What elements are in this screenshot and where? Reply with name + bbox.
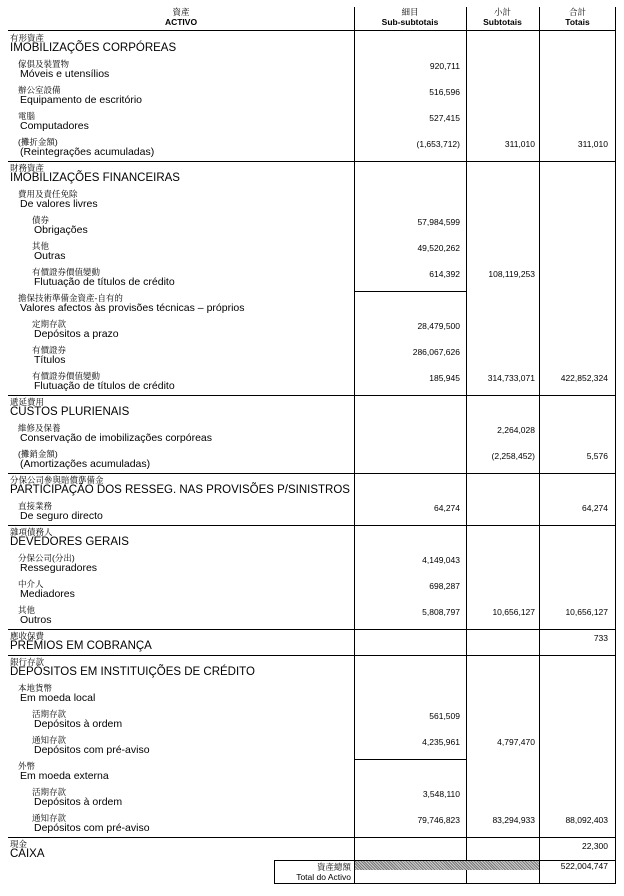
subtotal-value: (2,258,452) bbox=[491, 451, 535, 461]
row-label-pt: DEPÓSITOS EM INSTITUIÇÕES DE CRÉDITO bbox=[10, 666, 255, 678]
row-label-cn: 遞延費用 bbox=[10, 397, 45, 407]
subtotal-value: 83,294,933 bbox=[492, 815, 535, 825]
row-label-pt: PRÉMIOS EM COBRANÇA bbox=[10, 640, 152, 652]
table-row bbox=[8, 318, 616, 344]
table-row bbox=[8, 630, 616, 656]
table-row bbox=[8, 812, 616, 838]
row-label-cn: 費用及責任免除 bbox=[18, 189, 78, 199]
row-label-pt: Flutuação de títulos de crédito bbox=[34, 276, 175, 288]
row-label-cn: 應收保費 bbox=[10, 631, 45, 641]
row-label-pt: CUSTOS PLURIENAIS bbox=[10, 406, 130, 418]
subtotal-value: 2,264,028 bbox=[497, 425, 535, 435]
row-label-pt: Computadores bbox=[20, 120, 89, 132]
sub-subtotal-value: 64,274 bbox=[434, 503, 460, 513]
total-value: 422,852,324 bbox=[560, 373, 608, 383]
sub-subtotal-value: 920,711 bbox=[429, 61, 460, 71]
table-row bbox=[8, 240, 616, 266]
row-label-cn: (攤銷金額) bbox=[18, 449, 58, 459]
sub-subtotal-value: (1,653,712) bbox=[416, 139, 460, 149]
total-value: 5,576 bbox=[586, 451, 608, 461]
table-row bbox=[8, 552, 616, 578]
row-label-pt: Outras bbox=[34, 250, 66, 262]
subtotal-value: 10,656,127 bbox=[492, 607, 535, 617]
total-rule bbox=[274, 883, 616, 884]
total-value: 10,656,127 bbox=[565, 607, 608, 617]
row-label-cn: 維修及保養 bbox=[18, 423, 61, 433]
header-rule bbox=[8, 30, 616, 31]
row-label-pt: PARTICIPAÇÃO DOS RESSEG. NAS PROVISÕES P/SINISTROS bbox=[10, 484, 350, 496]
total-shade bbox=[355, 861, 539, 870]
sub-subtotal-value: 185,945 bbox=[429, 373, 460, 383]
table-row bbox=[8, 734, 616, 760]
row-label-pt: Outros bbox=[20, 614, 52, 626]
row-label-cn: 現金 bbox=[10, 839, 28, 849]
row-label-pt: Em moeda local bbox=[20, 692, 96, 704]
row-label-pt: Móveis e utensílios bbox=[20, 68, 110, 80]
row-label-cn: 其他 bbox=[18, 605, 36, 615]
row-label-pt: Depósitos à ordem bbox=[34, 796, 123, 808]
row-label-cn: 有價證券 bbox=[32, 345, 67, 355]
table-row bbox=[8, 214, 616, 240]
row-label-pt: Depósitos a prazo bbox=[34, 328, 119, 340]
subtotal-value: 311,010 bbox=[504, 139, 535, 149]
table-row bbox=[8, 526, 616, 552]
table-row bbox=[8, 396, 616, 422]
table-row bbox=[8, 500, 616, 526]
table-row bbox=[8, 84, 616, 110]
total-value: 311,010 bbox=[577, 139, 608, 149]
row-label-cn: 活期存款 bbox=[32, 709, 67, 719]
row-label-cn: 中介人 bbox=[18, 579, 44, 589]
row-label-cn: (攤折金額) bbox=[18, 137, 58, 147]
table-row bbox=[8, 292, 616, 318]
total-value: 522,004,747 bbox=[560, 861, 608, 871]
table-row bbox=[8, 422, 616, 448]
row-label-cn: 通知存款 bbox=[32, 735, 67, 745]
sub-subtotal-value: 4,235,961 bbox=[422, 737, 460, 747]
row-label-pt: IMOBILIZAÇÕES CORPÓREAS bbox=[10, 42, 177, 54]
table-row bbox=[8, 604, 616, 630]
row-label-pt: Conservação de imobilizações corpóreas bbox=[20, 432, 213, 444]
table-row bbox=[8, 370, 616, 396]
row-label-cn: 外幣 bbox=[18, 761, 36, 771]
total-box-left bbox=[274, 860, 275, 884]
row-label-cn: 直接業務 bbox=[18, 501, 53, 511]
header-activo: 資產 ACTIVO bbox=[164, 7, 198, 27]
table-row bbox=[8, 578, 616, 604]
row-label-cn: 財務資產 bbox=[10, 163, 45, 173]
total-label-pt: Total do Activo bbox=[296, 872, 351, 882]
row-label-cn: 債券 bbox=[32, 215, 50, 225]
table-row bbox=[8, 474, 616, 500]
row-label-pt: Mediadores bbox=[20, 588, 75, 600]
row-label-cn: 定期存款 bbox=[32, 319, 67, 329]
sub-subtotal-value: 561,509 bbox=[429, 711, 460, 721]
total-value: 64,274 bbox=[582, 503, 608, 513]
sub-subtotal-value: 4,149,043 bbox=[422, 555, 460, 565]
row-label-pt: Flutuação de títulos de crédito bbox=[34, 380, 175, 392]
sub-subtotal-value: 527,415 bbox=[429, 113, 460, 123]
header-totais: 合計 Totais bbox=[565, 7, 590, 27]
total-value: 88,092,403 bbox=[565, 815, 608, 825]
row-label-cn: 傢俱及裝置物 bbox=[18, 59, 70, 69]
row-label-cn: 其他 bbox=[32, 241, 50, 251]
sub-subtotal-value: 516,596 bbox=[429, 87, 460, 97]
table-row bbox=[8, 162, 616, 188]
row-label-pt: De seguro directo bbox=[20, 510, 103, 522]
sub-subtotal-value: 28,479,500 bbox=[417, 321, 460, 331]
table-row bbox=[8, 32, 616, 58]
table-row bbox=[8, 682, 616, 708]
sub-subtotal-value: 57,984,599 bbox=[417, 217, 460, 227]
header-sub-subtotais: 細目 Sub-subtotais bbox=[381, 7, 439, 27]
row-label-pt: Títulos bbox=[34, 354, 66, 366]
row-label-cn: 分保公司參與賠償準備金 bbox=[10, 475, 104, 485]
row-label-cn: 有價證券價值變動 bbox=[32, 267, 101, 277]
row-label-cn: 通知存款 bbox=[32, 813, 67, 823]
table-row bbox=[8, 760, 616, 786]
row-label-pt: De valores livres bbox=[20, 198, 98, 210]
sub-subtotal-value: 698,287 bbox=[429, 581, 460, 591]
row-label-pt: Depósitos com pré-aviso bbox=[34, 744, 150, 756]
row-label-pt: DEVEDORES GERAIS bbox=[10, 536, 129, 548]
row-label-cn: 本地貨幣 bbox=[18, 683, 53, 693]
row-label-pt: (Reintegrações acumuladas) bbox=[20, 146, 155, 158]
table-row bbox=[8, 786, 616, 812]
total-value: 22,300 bbox=[582, 841, 608, 851]
row-label-cn: 擔保技術準備金資產-自有的 bbox=[18, 293, 123, 303]
row-label-cn: 銀行存款 bbox=[10, 657, 45, 667]
row-label-pt: Em moeda externa bbox=[20, 770, 109, 782]
sub-subtotal-value: 49,520,262 bbox=[417, 243, 460, 253]
sub-subtotal-value: 614,392 bbox=[429, 269, 460, 279]
row-label-cn: 雜項債務人 bbox=[10, 527, 53, 537]
sub-subtotal-value: 286,067,626 bbox=[412, 347, 460, 357]
row-label-pt: Depósitos com pré-aviso bbox=[34, 822, 150, 834]
row-label-pt: Valores afectos às provisões técnicas – próprios bbox=[20, 302, 245, 314]
row-label-pt: (Amortizações acumuladas) bbox=[20, 458, 151, 470]
sub-subtotal-value: 5,808,797 bbox=[422, 607, 460, 617]
row-label-cn: 電腦 bbox=[18, 111, 36, 121]
row-label-pt: Equipamento de escritório bbox=[20, 94, 142, 106]
sub-subtotal-value: 79,746,823 bbox=[417, 815, 460, 825]
row-label-pt: Resseguradores bbox=[20, 562, 98, 574]
row-label-cn: 活期存款 bbox=[32, 787, 67, 797]
subtotal-value: 314,733,071 bbox=[487, 373, 535, 383]
table-row bbox=[8, 110, 616, 136]
table-row bbox=[8, 344, 616, 370]
table-row bbox=[8, 708, 616, 734]
total-label-cn: 資產總額 bbox=[316, 862, 351, 872]
subtotal-value: 108,119,253 bbox=[488, 269, 535, 279]
table-row bbox=[8, 136, 616, 162]
total-value: 733 bbox=[593, 633, 608, 643]
table-row bbox=[8, 448, 616, 474]
row-label-pt: IMOBILIZAÇÕES FINANCEIRAS bbox=[10, 172, 180, 184]
row-label-pt: Depósitos à ordem bbox=[34, 718, 123, 730]
table-row bbox=[8, 58, 616, 84]
balance-sheet-table bbox=[8, 7, 616, 884]
row-label-cn: 有價證券價值變動 bbox=[32, 371, 101, 381]
row-label-pt: Obrigações bbox=[34, 224, 88, 236]
row-label-cn: 辦公室設備 bbox=[18, 85, 61, 95]
header-subtotais: 小計 Subtotais bbox=[483, 7, 522, 27]
subtotal-value: 4,797,470 bbox=[497, 737, 535, 747]
table-row bbox=[8, 656, 616, 682]
row-label-pt: CAIXA bbox=[10, 848, 45, 860]
table-row bbox=[8, 188, 616, 214]
row-label-cn: 分保公司(分出) bbox=[18, 553, 75, 563]
row-label-cn: 有形資產 bbox=[10, 33, 45, 43]
sub-subtotal-value: 3,548,110 bbox=[422, 789, 460, 799]
table-row bbox=[8, 266, 616, 292]
